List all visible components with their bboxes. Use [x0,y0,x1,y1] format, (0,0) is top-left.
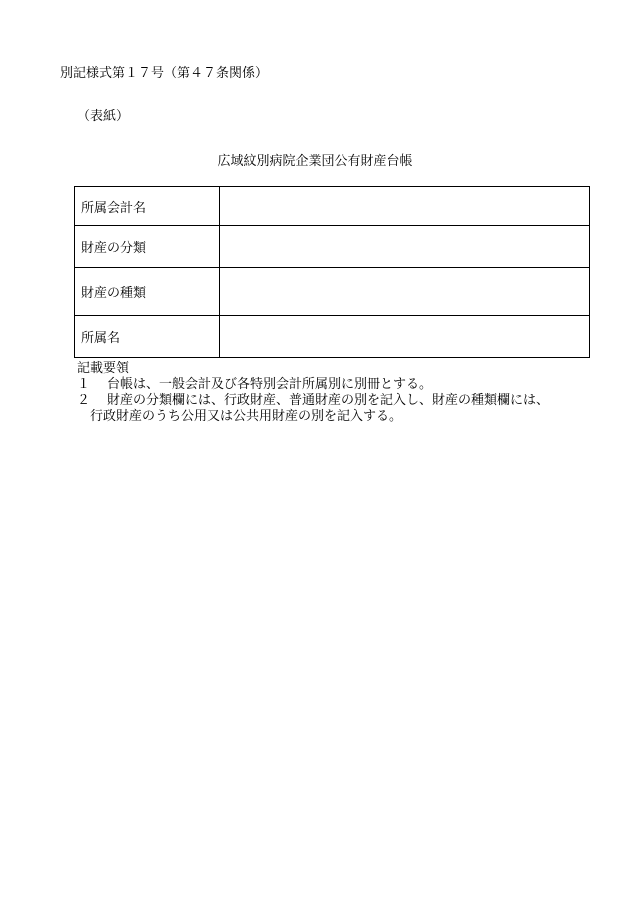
instruction-text: 財産の分類欄には、行政財産、普通財産の別を記入し、財産の種類欄には、 [107,393,550,408]
instruction-continuation: 行政財産のうち公用又は公共用財産の別を記入する。 [90,409,403,424]
table-row [75,226,590,268]
table-row [75,187,590,226]
department-name-label: 所属名 [75,316,220,358]
table-row [75,316,590,358]
instruction-text: 台帳は、一般会計及び各特別会計所属別に別冊とする。 [107,377,433,392]
property-classification-field[interactable] [220,226,590,268]
cover-label: （表紙） [77,109,130,124]
instruction-number: ２ [77,393,91,408]
instructions-heading: 記載要領 [77,361,130,376]
instruction-item [77,393,597,409]
ledger-cover-table [74,186,590,358]
table-row [75,268,590,316]
instruction-item [77,377,597,393]
form-number: 別記様式第１７号（第４７条関係） [60,66,269,81]
affiliated-account-name-label: 所属会計名 [75,187,220,226]
document-title: 広域紋別病院企業団公有財産台帳 [217,154,413,169]
property-type-label: 財産の種類 [75,268,220,316]
department-name-field[interactable] [220,316,590,358]
affiliated-account-name-field[interactable] [220,187,590,226]
instruction-number: １ [77,377,91,392]
property-classification-label: 財産の分類 [75,226,220,268]
entry-instructions [77,361,597,425]
property-type-field[interactable] [220,268,590,316]
